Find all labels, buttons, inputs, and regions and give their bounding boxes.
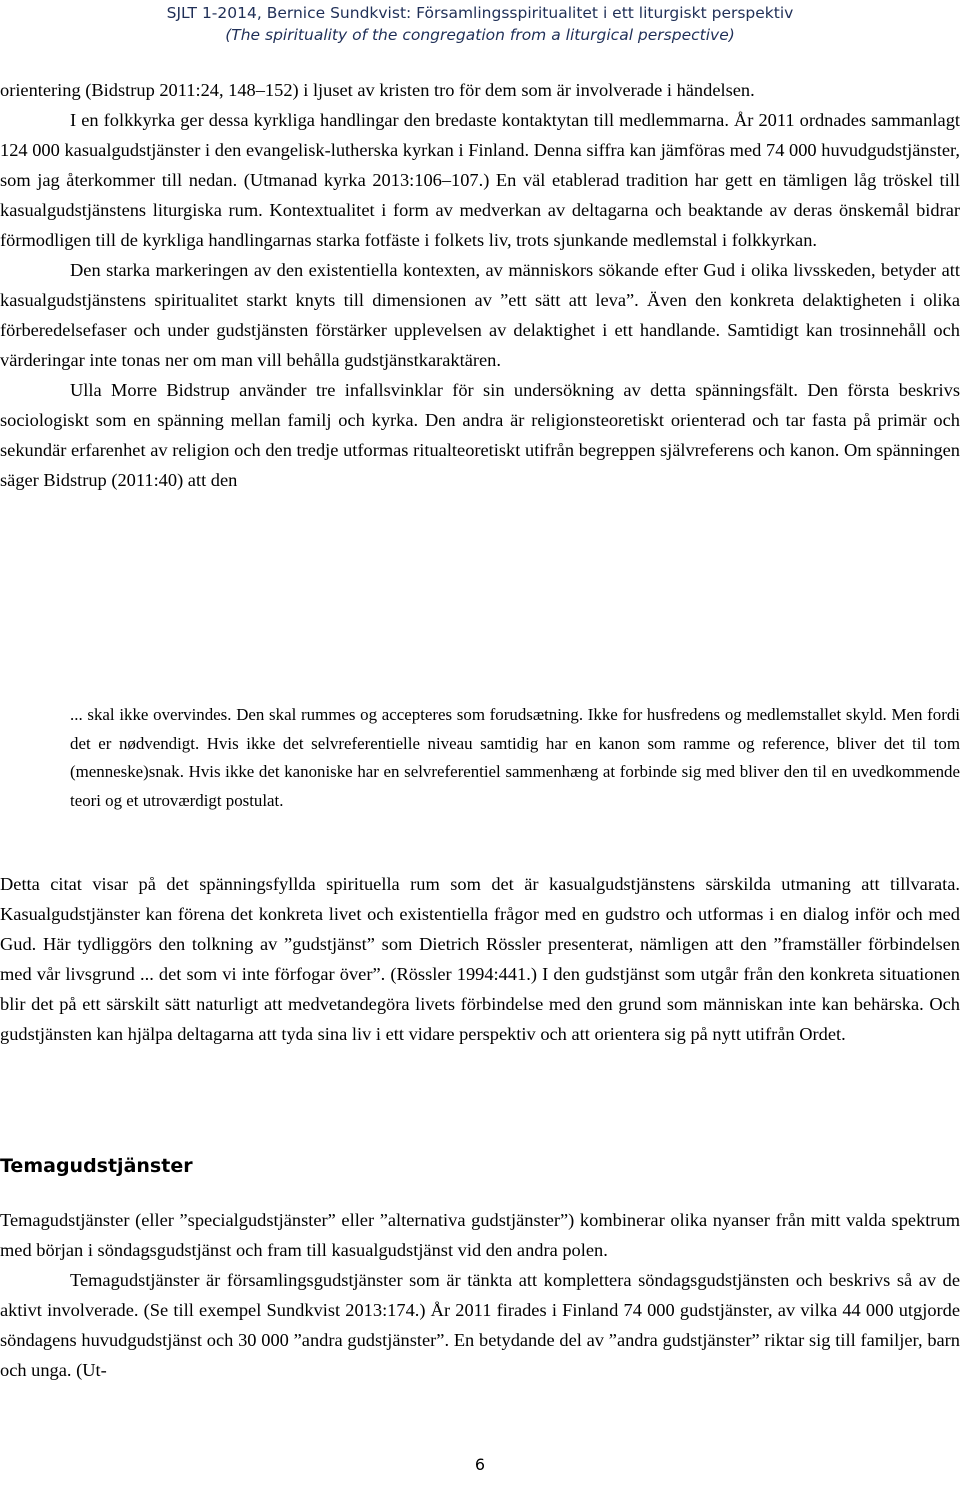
body-text-block	[0, 75, 960, 495]
paragraph: Temagudstjänster är församlingsgudstjänster som är tänkta att komplettera söndagsgudstjänsten och beskrivs så av de aktivt involverade. (Se till exempel Sundkvist 2013:174.) År 2011 firades i Finland 74 000 gudstjänster, av vilka 44 000 utgjorde söndagens huvudgudstjänst och 30 000 ”andra gudstjänster”. En betydande del av ”andra gudstjänster” riktar sig till familjer, barn och unga. (Ut-	[0, 1270, 960, 1380]
paragraph: Ulla Morre Bidstrup använder tre infallsvinklar för sin undersökning av detta spänningsfält. Den första beskrivs sociologiskt som en spänning mellan familj och kyrka. Den andra är religionsteoretiskt orienterad och tar fasta på primär och sekundär erfarenhet av religion och den tredje utformas ritualteoretiskt utifrån begreppen självreferens och kanon. Om spänningen säger Bidstrup (2011:40) att den	[0, 380, 960, 490]
block-quote: ... skal ikke overvindes. Den skal rummes og accepteres som forudsætning. Ikke for husfredens og medlemstallet skyld. Men fordi det er nødvendigt. Hvis ikke det selvreferentielle niveau samtidig har en kanon som ramme og reference, bliver det til tom (menneske)snak. Hvis ikke det kanoniske har en selvreferentiel sammenhæng at forbinde sig med bliver den til en uvedkommende teori og et utroværdigt postulat.	[70, 705, 960, 810]
header-title-line: SJLT 1-2014, Bernice Sundkvist: Församlingsspiritualitet i ett liturgiskt perspektiv	[166, 4, 794, 22]
header-subtitle-line: (The spirituality of the congregation from a liturgical perspective)	[225, 26, 735, 44]
running-header	[0, 2, 960, 46]
paragraph: I en folkkyrka ger dessa kyrkliga handlingar den bredaste kontaktytan till medlemmarna. År 2011 ordnades sammanlagt 124 000 kasualgudstjänster i den evangelisk-lutherska kyrkan i Finland. Denna siffra kan jämföras med 74 000 huvudgudstjänster, som jag återkommer till nedan. (Utmanad kyrka 2013:106–107.) En väl etablerad tradition har gett en tämligen låg tröskel till kasualgudstjänstens liturgiska rum. Kontextualitet i form av medverkan av deltagarna och beaktande av deras önskemål bidrar förmodligen till de kyrkliga handlingarnas starka fotfäste i folkets liv, trots sjunkande medlemstal i folkkyrkan.	[0, 110, 960, 250]
body-text-after-quote	[0, 869, 960, 1049]
paragraph: Temagudstjänster (eller ”specialgudstjänster” eller ”alternativa gudstjänster”) kombinerar olika nyanser från mitt valda spektrum med början i söndagsgudstjänst och fram till kasualgudstjänst vid den andra polen.	[0, 1210, 960, 1260]
paragraph: Den starka markeringen av den existentiella kontexten, av människors sökande efter Gud i olika livsskeden, betyder att kasualgudstjänstens spiritualitet starkt knyts till dimensionen av ”ett sätt att leva”. Även den konkreta delaktigheten i olika förberedelsefaser och under gudstjänsten förstärker upplevelsen av delaktighet i ett handlande. Samtidigt kan trosinnehåll och värderingar inte tonas ner om man vill behålla gudstjänstkaraktären.	[0, 260, 960, 370]
paragraph-continued: orientering (Bidstrup 2011:24, 148–152) i ljuset av kristen tro för dem som är involverade i händelsen.	[0, 80, 755, 100]
paragraph: Detta citat visar på det spänningsfyllda spirituella rum som det är kasualgudstjänstens särskilda utmaning att tillvarata. Kasualgudstjänster kan förena det konkreta livet och existentiella frågor med en gudstro och utformas i en dialog inför och med Gud. Här tydliggörs den tolkning av ”gudstjänst” som Dietrich Rössler presenterat, nämligen att den ”framställer förbindelsen med vår livsgrund ... det som vi inte förfogar över”. (Rössler 1994:441.) I den gudstjänst som utgår från den konkreta situationen blir det på ett särskilt sätt naturligt att medvetandegöra livets förbindelse med den grund som människan inte kan behärska. Och gudstjänsten kan hjälpa deltagarna att tyda sina liv i ett vidare perspektiv och att orientera sig på nytt utifrån Ordet.	[0, 874, 960, 1044]
page-number: 6	[474, 1455, 486, 1474]
section-heading: Temagudstjänster	[0, 1155, 193, 1177]
section-body-text	[0, 1205, 960, 1385]
